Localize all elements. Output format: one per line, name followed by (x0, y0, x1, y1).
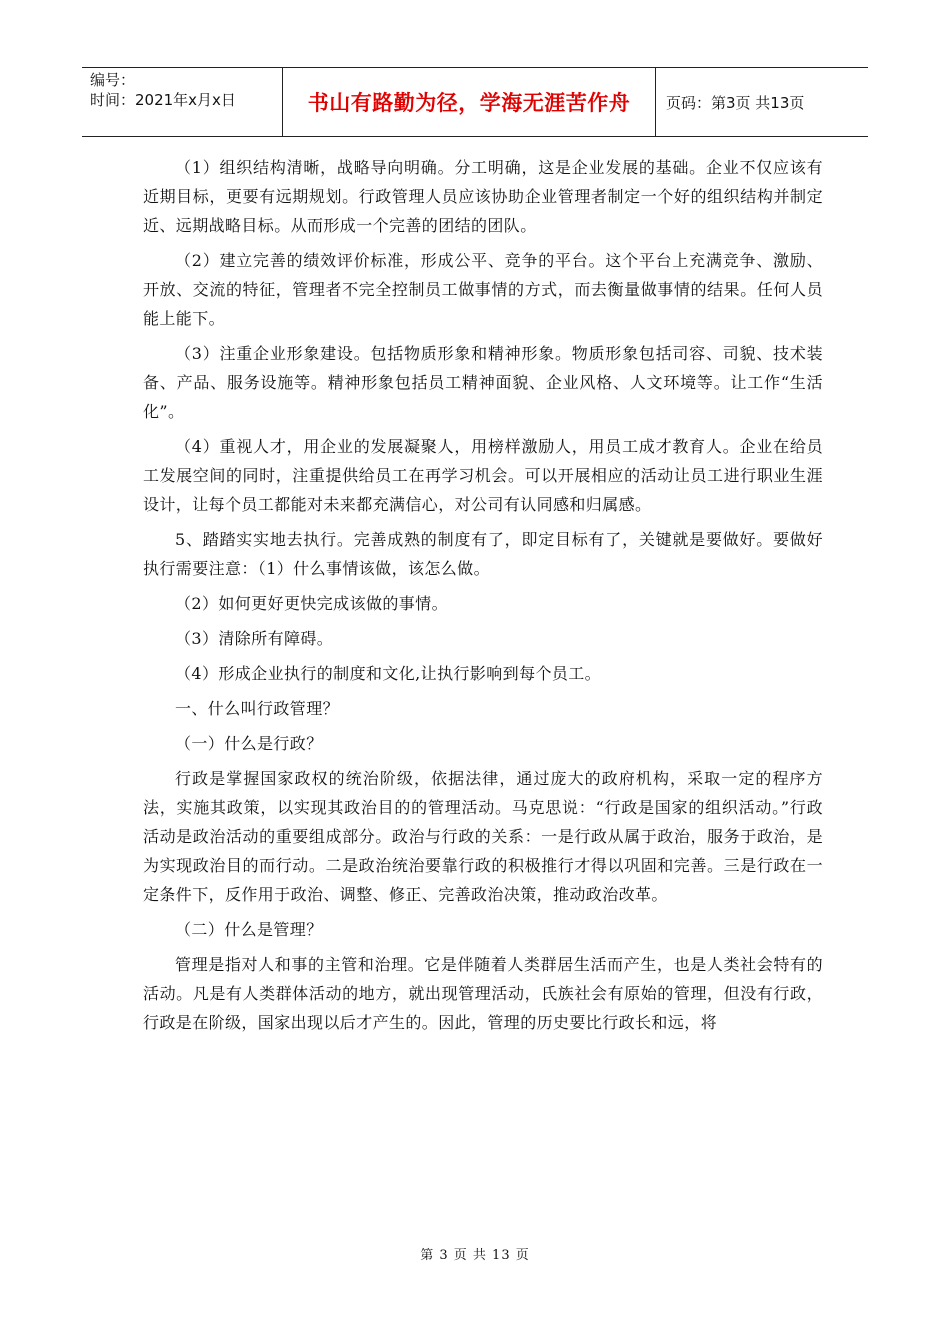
paragraph: 管理是指对人和事的主管和治理。它是伴随着人类群居生活而产生，也是人类社会特有的活动。凡是有人类群体活动的地方，就出现管理活动，氏族社会有原始的管理，但没有行政，行政是在阶级，国家出现以后才产生的。因此，管理的历史要比行政长和远，将 (143, 955, 823, 1032)
page-footer: 第 3 页 共 13 页 (420, 1248, 530, 1263)
subsection-heading: （一）什么是行政？ (175, 734, 323, 753)
paragraph: （2）如何更好更快完成该做的事情。 (175, 594, 448, 613)
paragraph: （2）建立完善的绩效评价标准，形成公平、竞争的平台。这个平台上充满竞争、激励、开放、交流的特征，管理者不完全控制员工做事情的方式，而去衡量做事情的结果。任何人员能上能下。 (143, 251, 823, 328)
paragraph: （4）重视人才，用企业的发展凝聚人，用榜样激励人，用员工成才教育人。企业在给员工发展空间的同时，注重提供给员工在再学习机会。可以开展相应的活动让员工进行职业生涯设计，让每个员工都能对未来都充满信心，对公司有认同感和归属感。 (143, 437, 823, 514)
header-page-info: 页码：第3页 共13页 (666, 93, 805, 112)
paragraph: 5、踏踏实实地去执行。完善成熟的制度有了，即定目标有了，关键就是要做好。要做好执行需要注意：（1）什么事情该做，该怎么做。 (143, 530, 823, 578)
paragraph: （4）形成企业执行的制度和文化,让执行影响到每个员工。 (175, 664, 602, 683)
header-page-info-cell (656, 68, 868, 136)
section-heading: 一、什么叫行政管理？ (175, 699, 340, 718)
paragraph: （3）清除所有障碍。 (175, 629, 334, 648)
page-header (82, 67, 868, 137)
paragraph: （1）组织结构清晰，战略导向明确。分工明确，这是企业发展的基础。企业不仅应该有近期目标，更要有远期规划。行政管理人员应该协助企业管理者制定一个好的组织结构并制定近、远期战略目标。从而形成一个完善的团结的团队。 (143, 158, 823, 235)
paragraph: 行政是掌握国家政权的统治阶级，依据法律，通过庞大的政府机构，采取一定的程序方法，实施其政策，以实现其政治目的的管理活动。马克思说：“行政是国家的组织活动。”行政活动是政治活动的重要组成部分。政治与行政的关系：一是行政从属于政治，服务于政治，是为实现政治目的而行动。二是政治统治要靠行政的积极推行才得以巩固和完善。三是行政在一定条件下，反作用于政治、调整、修正、完善政治决策，推动政治改革。 (143, 769, 823, 904)
subsection-heading: （二）什么是管理？ (175, 920, 323, 939)
header-meta (82, 68, 282, 136)
header-motto-cell (282, 68, 656, 136)
number-label: 编号： (90, 71, 136, 89)
header-motto: 书山有路勤为径，学海无涯苦作舟 (307, 91, 631, 115)
paragraph: （3）注重企业形象建设。包括物质形象和精神形象。物质形象包括司容、司貌、技术装备、产品、服务设施等。精神形象包括员工精神面貌、企业风格、人文环境等。让工作“生活化”。 (143, 344, 823, 421)
date-label: 时间：2021年x月x日 (90, 91, 236, 109)
body-text (143, 153, 823, 1043)
